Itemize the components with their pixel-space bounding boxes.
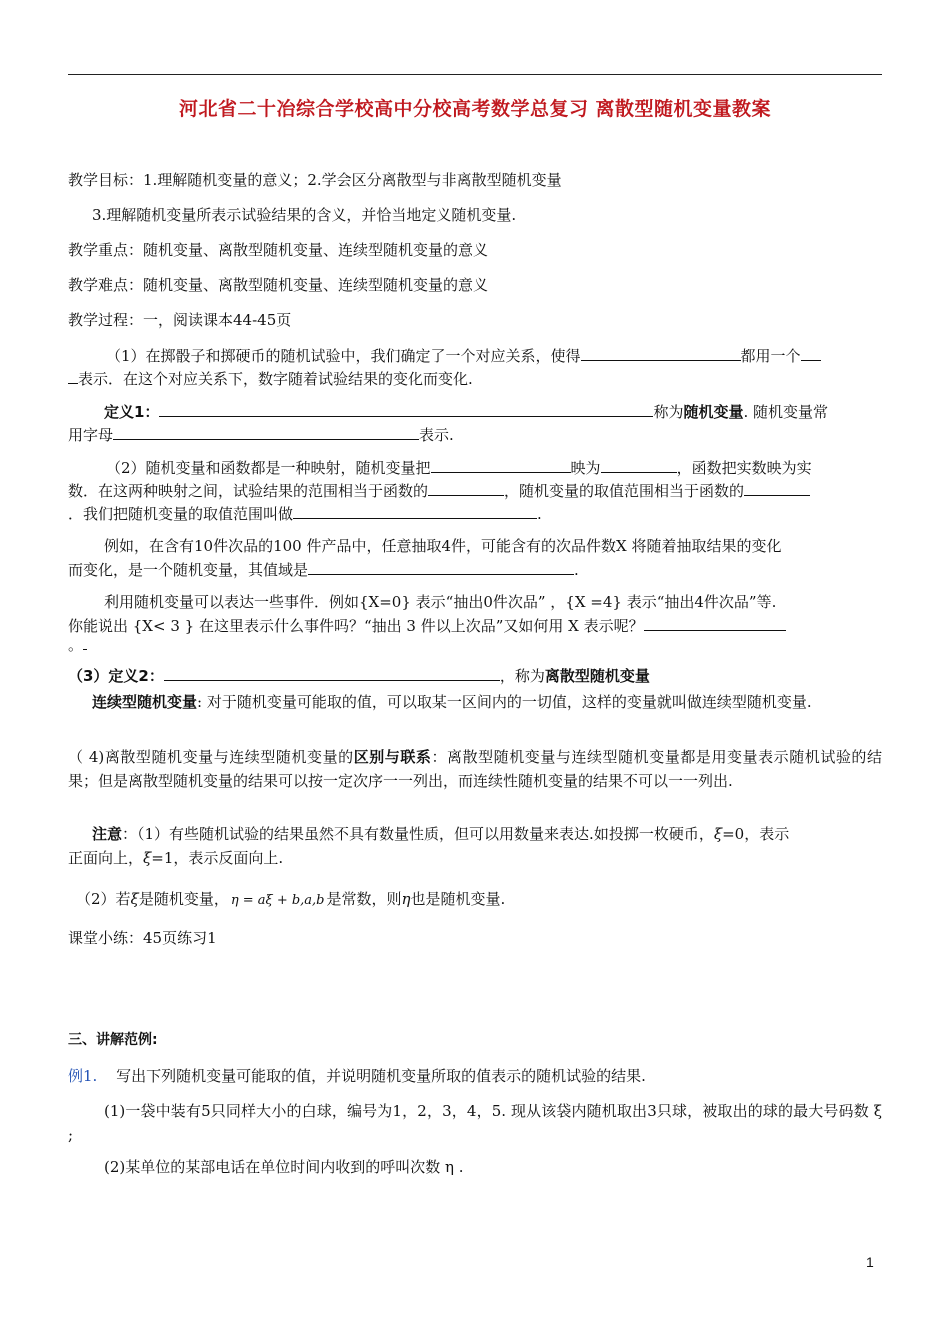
note-text-d: =1，表示反面向上.: [151, 849, 284, 867]
paragraph-2-line-3: [68, 501, 882, 526]
example-1-question-2: (2)某单位的某部电话在单位时间内收到的呼叫次数 η .: [104, 1158, 464, 1176]
key-points: 教学重点：随机变量、离散型随机变量、连续型随机变量的意义: [68, 241, 489, 259]
p2-text-g: .: [537, 505, 542, 523]
p1-text-c: 表示．在这个对应关系下，数字随着试验结果的变化而变化.: [78, 370, 473, 388]
blank-4: [431, 455, 571, 473]
note-line-1: [92, 822, 906, 846]
xi-symbol-1: ξ: [713, 825, 723, 843]
blank-3: [68, 366, 78, 384]
blank-range: [308, 557, 574, 575]
blank-5: [601, 455, 677, 473]
p2-text-b: 映为: [570, 459, 601, 477]
page-number: 1: [866, 1254, 874, 1270]
blank-def2: [164, 663, 500, 681]
example-text-b: 而变化，是一个随机变量，其值域是: [68, 561, 309, 579]
note2-text-c: 是常数，则: [326, 890, 402, 908]
xi-symbol-2: ξ: [143, 849, 152, 867]
definition-2: [68, 663, 882, 688]
example-1-label: 例1.: [68, 1067, 98, 1085]
use-line-1: 利用随机变量可以表达一些事件．例如{X=0} 表示“抽出0件次品” ，{X =4} 表示“抽出4件次品”等.: [104, 593, 777, 611]
p2-text-c: ，函数把实数映为实: [676, 459, 812, 477]
eta-formula: η = aξ + b,a,b: [230, 893, 325, 908]
blank-9: [644, 613, 786, 631]
def1-text-c: 用字母: [68, 426, 114, 444]
def1-label: 定义1：: [104, 403, 160, 421]
def1-text-b: . 随机变量常: [743, 403, 829, 421]
p1-text-a: （1）在掷骰子和掷硬币的随机试验中，我们确定了一个对应关系，使得: [106, 347, 581, 365]
definition-1-cont: [68, 422, 882, 447]
paragraph-2: [106, 455, 882, 480]
note-text-a: ：（1）有些随机试验的结果虽然不具有数量性质，但可以用数量来表达.如投掷一枚硬币，: [122, 825, 714, 843]
process: 教学过程：一，阅读课本44-45页: [68, 311, 292, 329]
def2-label: （3）定义2：: [68, 667, 164, 685]
def1-text-a: 称为: [653, 403, 684, 421]
classroom-practice: 课堂小练：45页练习1: [68, 929, 217, 947]
example-line-1: 例如，在含有10件次品的100 件产品中，任意抽取4件，可能含有的次品件数X 将随着抽取结果的变化: [104, 537, 782, 555]
p4-text-b: ：离散型随机变量与连续型随机变量都是用变量表示随机试验的结果；但是离散型随机变量的结果可以按一定次序一一列出，而连续性随机变量的结果不可以一一列出.: [68, 748, 882, 790]
p2-text-d: 数．在这两种映射之间，试验结果的范围相当于函数的: [68, 482, 429, 500]
note-line-2: [68, 846, 882, 870]
note2-text-b: 是随机变量，: [138, 890, 229, 908]
eta-symbol: η: [401, 890, 411, 908]
paragraph-4: [68, 745, 882, 793]
example-1: [68, 1064, 882, 1088]
example-1-question-1: (1)一袋中装有5只同样大小的白球，编号为1，2，3，4，5. 现从该袋内随机取出3只球，被取出的球的最大号码数 ξ ;: [68, 1102, 882, 1144]
use-line-3: [68, 632, 882, 657]
continuous-term: 连续型随机变量: [92, 693, 198, 711]
paragraph-2-line-2: [68, 478, 882, 503]
blank-8: [293, 501, 537, 519]
page-title: 河北省二十冶综合学校高中分校高考数学总复习 离散型随机变量教案: [178, 98, 772, 120]
objectives-line-2: 3.理解随机变量所表示试验结果的含义，并恰当地定义随机变量.: [92, 206, 517, 224]
use-text-b: 你能说出 {X< 3 } 在这里表示什么事件吗？“抽出 3 件以上次品”又如何用 X 表示呢？: [68, 617, 644, 635]
note2-text-d: 也是随机变量.: [410, 890, 506, 908]
def1-text-d: 表示.: [419, 426, 454, 444]
example-line-2: [68, 557, 882, 582]
p4-text-a: （ 4)离散型随机变量与连续型随机变量的: [68, 748, 354, 766]
objectives-line-1: 教学目标：1.理解随机变量的意义；2.学会区分离散型与非离散型随机变量: [68, 171, 562, 189]
paragraph-1-cont: [68, 366, 882, 391]
p2-text-e: ，随机变量的取值范围相当于函数的: [504, 482, 745, 500]
blank-7: [744, 478, 810, 496]
xi-symbol-3: ξ: [130, 890, 139, 908]
def2-text-a: ，称为: [499, 667, 545, 685]
blank-10: [83, 632, 87, 650]
p1-text-b: 都用一个: [740, 347, 801, 365]
p4-term: 区别与联系: [353, 748, 432, 766]
blank-6: [428, 478, 504, 496]
note2-text-a: （2）若: [76, 890, 131, 908]
example-text-c: .: [574, 561, 579, 579]
paragraph-1: [106, 343, 882, 368]
note-text-b: =0，表示: [722, 825, 790, 843]
continuous-definition: [68, 690, 882, 714]
continuous-text: : 对于随机变量可能取的值，可以取某一区间内的一切值，这样的变量就叫做连续型随机变量.: [197, 693, 812, 711]
blank-2: [801, 343, 821, 361]
p2-text-f: ．我们把随机变量的取值范围叫做: [68, 505, 294, 523]
section-3-heading: 三、讲解范例:: [68, 1032, 158, 1048]
header-rule: [68, 74, 882, 75]
def1-term: 随机变量: [683, 403, 744, 421]
note-text-c: 正面向上，: [68, 849, 144, 867]
blank-letters: [113, 422, 419, 440]
use-text-c: 。: [68, 636, 84, 654]
p2-text-a: （2）随机变量和函数都是一种映射，随机变量把: [106, 459, 431, 477]
example-1-text: 写出下列随机变量可能取的值，并说明随机变量所取的值表示的随机试验的结果.: [116, 1067, 646, 1085]
blank-def1: [159, 399, 653, 417]
blank-1: [581, 343, 741, 361]
def2-term: 离散型随机变量: [544, 667, 650, 685]
note-2: [76, 887, 890, 913]
definition-1: [104, 399, 882, 424]
difficulties: 教学难点：随机变量、离散型随机变量、连续型随机变量的意义: [68, 276, 489, 294]
note-label: 注意: [92, 825, 123, 843]
